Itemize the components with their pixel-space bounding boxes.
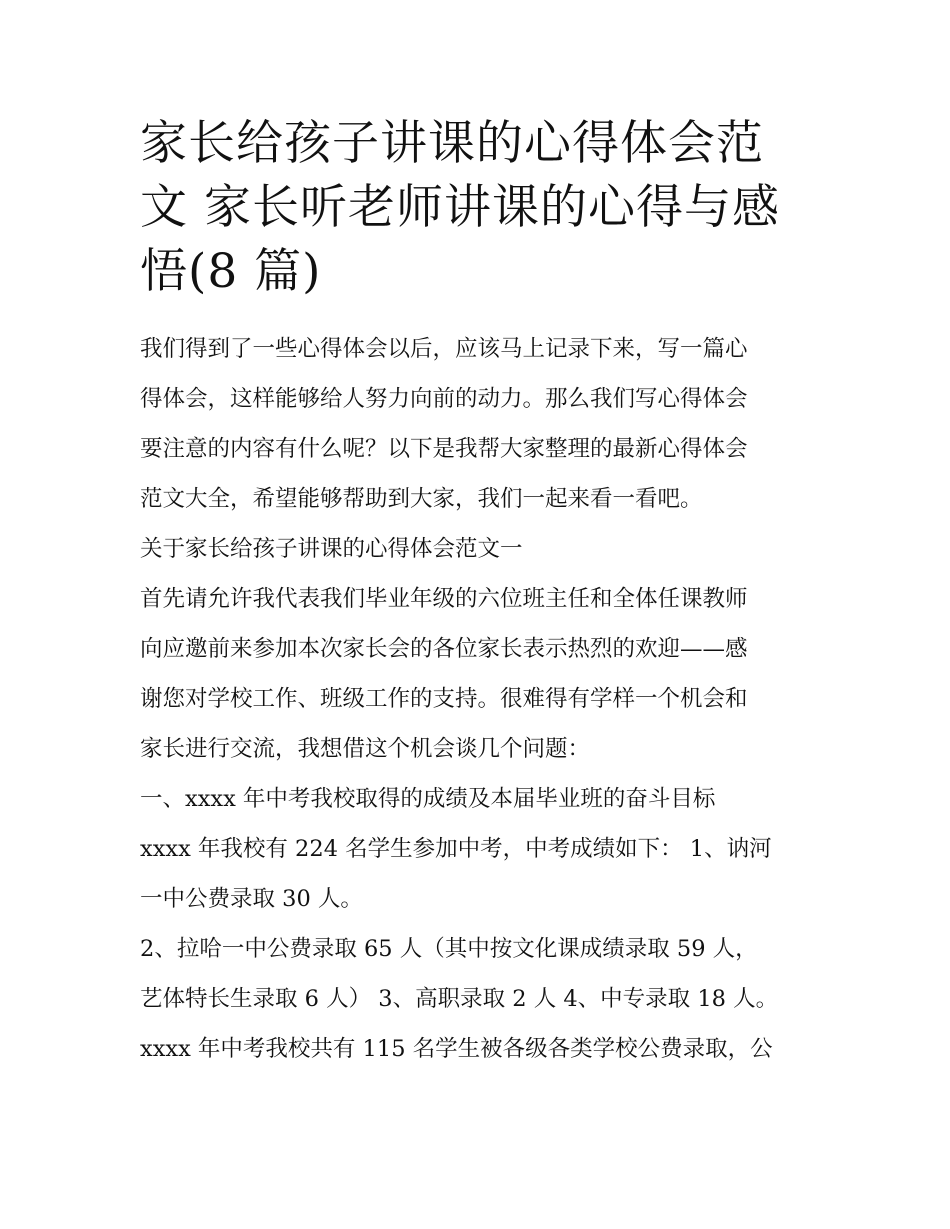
text-line: 首先请允许我代表我们毕业年级的六位班主任和全体任课教师 <box>140 586 748 612</box>
text-line: 关于家长给孩子讲课的心得体会范文一 <box>140 536 523 562</box>
text-line: 得体会，这样能够给人努力向前的动力。那么我们写心得体会 <box>140 386 748 412</box>
title-line: 家长给孩子讲课的心得体会范 <box>140 116 764 171</box>
text-line: xxxx 年我校有 224 名学生参加中考，中考成绩如下： 1、讷河 <box>140 836 772 862</box>
text-line: 我们得到了一些心得体会以后，应该马上记录下来，写一篇心 <box>140 336 748 362</box>
text-line: 艺体特长生录取 6 人） 3、高职录取 2 人 4、中专录取 18 人。 <box>140 986 779 1012</box>
text-line: 一中公费录取 30 人。 <box>140 886 363 912</box>
document-title <box>140 112 812 304</box>
document-page <box>140 112 812 1074</box>
body-paragraph <box>140 1024 812 1074</box>
text-line: 范文大全，希望能够帮助到大家，我们一起来看一看吧。 <box>140 486 703 512</box>
text-line: 一、xxxx 年中考我校取得的成绩及本届毕业班的奋斗目标 <box>140 786 716 812</box>
body-paragraph <box>140 574 812 774</box>
text-line: 要注意的内容有什么呢？以下是我帮大家整理的最新心得体会 <box>140 436 748 462</box>
title-line: 文 家长听老师讲课的心得与感 <box>140 180 780 235</box>
section-heading <box>140 524 812 574</box>
body-paragraph <box>140 824 812 924</box>
text-line: 谢您对学校工作、班级工作的支持。很难得有学样一个机会和 <box>140 686 748 712</box>
text-line: 向应邀前来参加本次家长会的各位家长表示热烈的欢迎——感 <box>140 636 748 662</box>
subsection-heading <box>140 774 812 824</box>
body-paragraph <box>140 924 812 1024</box>
title-line: 悟(8 篇) <box>140 244 322 299</box>
text-line: 2、拉哈一中公费录取 65 人（其中按文化课成绩录取 59 人， <box>140 936 758 962</box>
text-line: xxxx 年中考我校共有 115 名学生被各级各类学校公费录取，公 <box>140 1036 773 1062</box>
intro-paragraph <box>140 324 812 524</box>
text-line: 家长进行交流，我想借这个机会谈几个问题： <box>140 736 591 762</box>
